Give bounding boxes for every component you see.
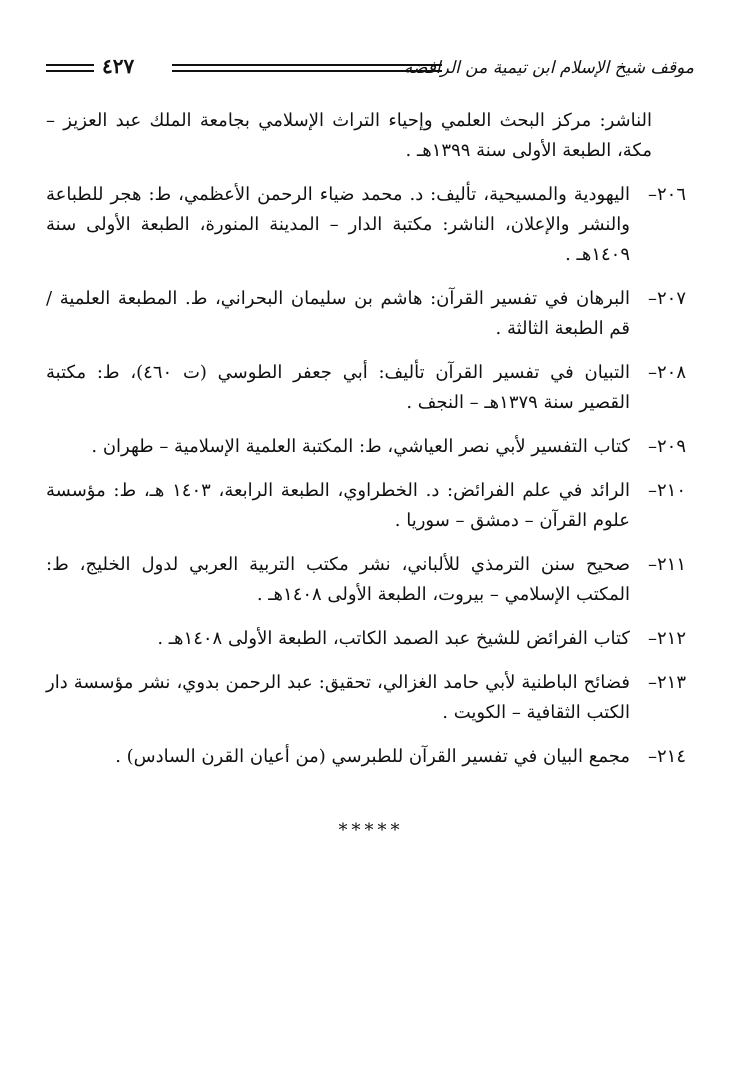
list-item — [46, 180, 686, 270]
entry-number: ٢٠٦– — [647, 184, 686, 205]
entry-text: مجمع البيان في تفسير القرآن للطبرسي (من أعيان القرن السادس) . — [115, 746, 630, 767]
header-double-rule-left — [46, 64, 94, 72]
entry-number: ٢١٢– — [647, 628, 686, 649]
entry-number: ٢٠٩– — [647, 436, 686, 457]
entry-number: ٢١٠– — [647, 480, 686, 501]
entry-text: كتاب الفرائض للشيخ عبد الصمد الكاتب، الطبعة الأولى ١٤٠٨هـ . — [157, 628, 630, 649]
section-end-ornament: ***** — [338, 820, 404, 841]
page-number: ٤٢٧ — [102, 54, 135, 78]
entry-text: اليهودية والمسيحية، تأليف: د. محمد ضياء الرحمن الأعظمي، ط: هجر للطباعة والنشر والإعلان، الناشر: مكتبة الدار – المدينة المنورة، الطبعة الأولى سنة ١٤٠٩هـ . — [46, 184, 630, 265]
entry-text: البرهان في تفسير القرآن: هاشم بن سليمان البحراني، ط. المطبعة العلمية / قم الطبعة الثالثة . — [46, 288, 630, 339]
entry-text: الناشر: مركز البحث العلمي وإحياء التراث الإسلامي بجامعة الملك عبد العزيز – مكة، الطبعة الأولى سنة ١٣٩٩هـ . — [46, 110, 652, 161]
entry-number: ٢٠٨– — [647, 362, 686, 383]
list-item — [46, 284, 686, 344]
list-item — [46, 106, 686, 166]
entry-number: ٢١٣– — [647, 672, 686, 693]
entry-text: الرائد في علم الفرائض: د. الخطراوي، الطبعة الرابعة، ١٤٠٣ هـ، ط: مؤسسة علوم القرآن – دمشق – سوريا . — [46, 480, 630, 531]
list-item — [46, 668, 686, 728]
entry-text: صحيح سنن الترمذي للألباني، نشر مكتب التربية العربي لدول الخليج، ط: المكتب الإسلامي – بيروت، الطبعة الأولى ١٤٠٨هـ . — [46, 554, 630, 605]
running-header — [46, 52, 694, 92]
entry-text: فضائح الباطنية لأبي حامد الغزالي، تحقيق: عبد الرحمن بدوي، نشر مؤسسة دار الكتب الثقافية – الكويت . — [46, 672, 630, 723]
list-item — [46, 550, 686, 610]
entry-text: كتاب التفسير لأبي نصر العياشي، ط: المكتبة العلمية الإسلامية – طهران . — [91, 436, 630, 457]
entry-number: ٢٠٧– — [647, 288, 686, 309]
bibliography-list — [46, 106, 686, 786]
entry-number: ٢١١– — [647, 554, 686, 575]
list-item — [46, 624, 686, 654]
list-item — [46, 432, 686, 462]
list-item — [46, 476, 686, 536]
header-double-rule — [172, 64, 442, 72]
list-item — [46, 358, 686, 418]
running-title: موقف شيخ الإسلام ابن تيمية من الرافضة — [403, 58, 694, 78]
entry-number: ٢١٤– — [647, 746, 686, 767]
entry-text: التبيان في تفسير القرآن تأليف: أبي جعفر الطوسي (ت ٤٦٠)، ط: مكتبة القصير سنة ١٣٧٩هـ – النجف . — [46, 362, 630, 413]
list-item — [46, 742, 686, 772]
